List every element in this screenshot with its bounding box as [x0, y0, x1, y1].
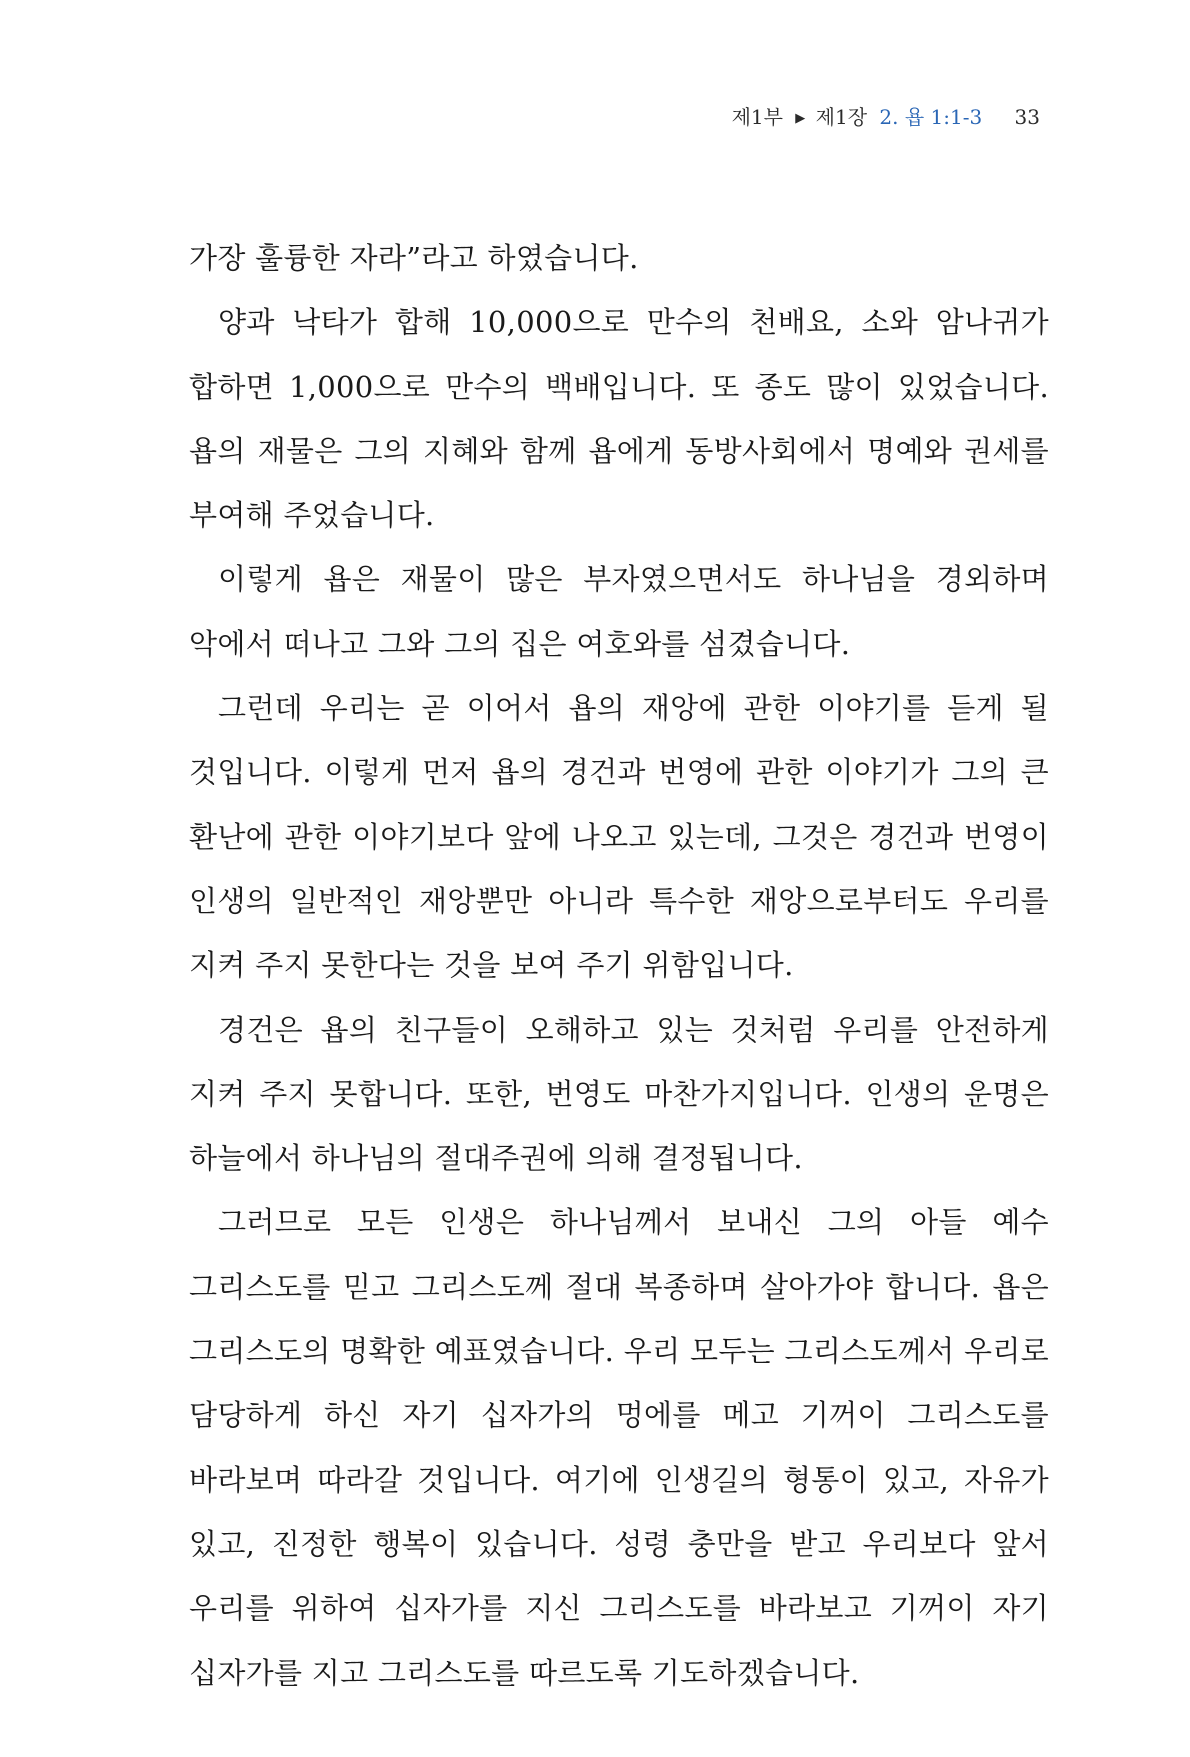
header-chapter: 제1장: [815, 105, 868, 129]
triangle-right-icon: ▶: [795, 111, 806, 126]
page-number: 33: [1014, 105, 1040, 129]
body-text: [189, 226, 1049, 1705]
header-part: 제1부: [731, 105, 783, 129]
paragraph: 그러므로 모든 인생은 하나님께서 보내신 그의 아들 예수 그리스도를 믿고 그리스도께 절대 복종하며 살아가야 합니다. 욥은 그리스도의 명확한 예표였습니다. 우리 모두는 그리스도께서 우리로 담당하게 하신 자기 십자가의 멍에를 메고 기꺼이 그리스도를 바라보며 따라갈 것입니다. 여기에 인생길의 형통이 있고, 자유가 있고, 진정한 행복이 있습니다. 성령 충만을 받고 우리보다 앞서 우리를 위하여 십자가를 지신 그리스도를 바라보고 기꺼이 자기 십자가를 지고 그리스도를 따르도록 기도하겠습니다.: [189, 1205, 1049, 1690]
paragraph-continued: 가장 훌륭한 자라”라고 하였습니다.: [189, 241, 639, 275]
paragraph: 이렇게 욥은 재물이 많은 부자였으면서도 하나님을 경외하며 악에서 떠나고 그와 그의 집은 여호와를 섬겼습니다.: [189, 562, 1049, 661]
header-section: 2. 욥 1:1-3: [879, 105, 983, 129]
running-header: [732, 103, 1040, 135]
paragraph: 양과 낙타가 합해 10,000으로 만수의 천배요, 소와 암나귀가 합하면 1,000으로 만수의 백배입니다. 또 종도 많이 있었습니다. 욥의 재물은 그의 지혜와 함께 욥에게 동방사회에서 명예와 권세를 부여해 주었습니다.: [189, 305, 1049, 533]
paragraph: 경건은 욥의 친구들이 오해하고 있는 것처럼 우리를 안전하게 지켜 주지 못합니다. 또한, 번영도 마찬가지입니다. 인생의 운명은 하늘에서 하나님의 절대주권에 의해 결정됩니다.: [189, 1012, 1049, 1176]
paragraph: 그런데 우리는 곧 이어서 욥의 재앙에 관한 이야기를 듣게 될 것입니다. 이렇게 먼저 욥의 경건과 번영에 관한 이야기가 그의 큰 환난에 관한 이야기보다 앞에 나오고 있는데, 그것은 경건과 번영이 인생의 일반적인 재앙뿐만 아니라 특수한 재앙으로부터도 우리를 지켜 주지 못한다는 것을 보여 주기 위함입니다.: [189, 691, 1049, 983]
